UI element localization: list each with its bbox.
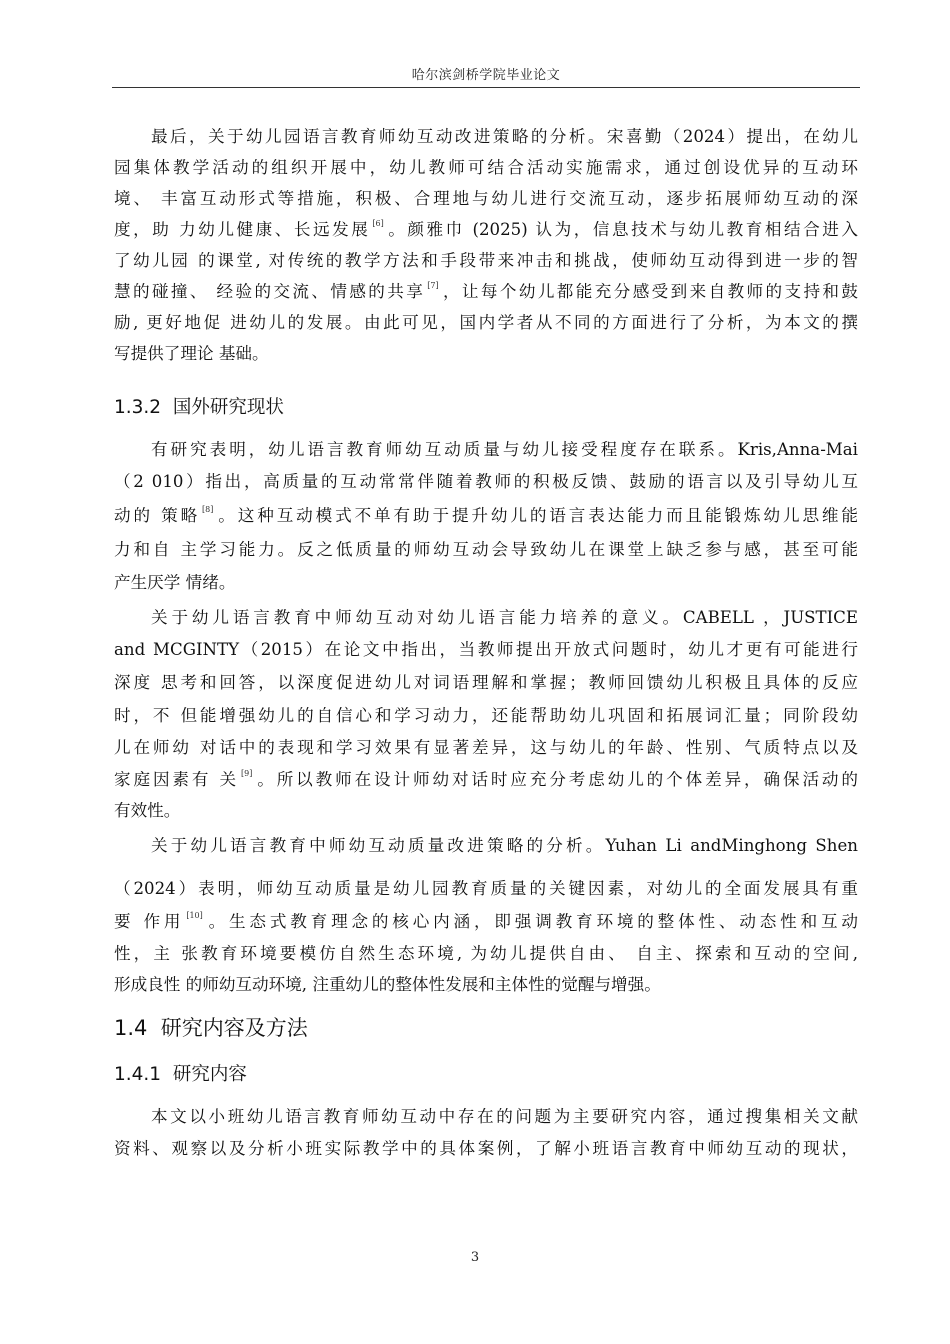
- para2-line1: 有研究表明，幼儿语言教育师幼互动质量与幼儿接受程度存在联系。Kris,Anna-Mai: [151, 440, 858, 459]
- para1-line1: 最后，关于幼儿园语言教育师幼互动改进策略的分析。宋喜勤（2024）提出，在幼儿: [151, 127, 858, 146]
- citation-8: [8]: [202, 505, 214, 514]
- para1-line6: [114, 276, 858, 307]
- para1-line7: 励, 更好地促 进幼儿的发展。由此可见，国内学者从不同的方面进行了分析，为本文的撰: [114, 313, 858, 332]
- para3-line6: [114, 764, 858, 795]
- section-heading-1-4-1: 1.4.1 研究内容: [114, 1064, 247, 1085]
- para2-line3: [114, 500, 858, 531]
- para1-line2: 园集体教学活动的组织开展中，幼儿教师可结合活动实施需求，通过创设优异的互动环: [114, 158, 858, 177]
- para1-line8: 写提供了理论 基础。: [114, 344, 269, 363]
- text-run: 。所以教师在设计师幼对话时应充分考虑幼儿的个体差异，确保活动的: [254, 770, 859, 789]
- text-run: 。生态式教育理念的核心内涵，即强调教育环境的整体性、动态性和互动: [204, 912, 858, 931]
- text-run: 。这种互动模式不单有助于提升幼儿的语言表达能力而且能锻炼幼儿思维能: [215, 506, 858, 525]
- header-rule: [112, 87, 860, 88]
- citation-6: [6]: [372, 219, 384, 228]
- text-run: 。颜雅巾 (2025) 认为，信息技术与幼儿教育相结合进入: [385, 220, 858, 239]
- text-run: 度，助 力幼儿健康、长远发展: [114, 220, 371, 239]
- para4-line1: 关于幼儿语言教育中师幼互动质量改进策略的分析。Yuhan Li andMinghong Shen: [151, 836, 858, 855]
- para5-line2: 资料、观察以及分析小班实际教学中的具体案例，了解小班语言教育中师幼互动的现状，: [114, 1139, 858, 1158]
- citation-10: [10]: [186, 911, 203, 920]
- text-run: ，让每个幼儿都能充分感受到来自教师的支持和鼓: [440, 282, 858, 301]
- para3-line5: 儿在师幼 对话中的表现和学习效果有显著差异，这与幼儿的年龄、性别、气质特点以及: [114, 738, 858, 757]
- para2-line2: （2 010）指出，高质量的互动常常伴随着教师的积极反馈、鼓励的语言以及引导幼儿互: [114, 472, 858, 491]
- para3-line3: 深度 思考和回答，以深度促进幼儿对词语理解和掌握；教师回馈幼儿积极且具体的反应: [114, 673, 858, 692]
- section-heading-1-4: 1.4 研究内容及方法: [114, 1016, 308, 1040]
- para2-line5: 产生厌学 情绪。: [114, 573, 236, 592]
- citation-9: [9]: [241, 769, 253, 778]
- para3-line7: 有效性。: [114, 801, 181, 820]
- page-number: 3: [470, 1250, 480, 1265]
- para4-line5: 形成良性 的师幼互动环境, 注重幼儿的整体性发展和主体性的觉醒与增强。: [114, 975, 661, 994]
- para4-line3: [114, 906, 858, 937]
- text-run: 动的 策略: [114, 506, 201, 525]
- page-header-title: 哈尔滨剑桥学院毕业论文: [411, 68, 561, 83]
- para1-line4: [114, 214, 858, 245]
- para4-line4: 性，主 张教育环境要模仿自然生态环境, 为幼儿提供自由、 自主、探索和互动的空间,: [114, 944, 858, 963]
- para3-line4: 时，不 但能增强幼儿的自信心和学习动力，还能帮助幼儿巩固和拓展词汇量；同阶段幼: [114, 706, 858, 725]
- text-run: 家庭因素有 关: [114, 770, 239, 789]
- para3-line2: and MCGINTY（2015）在论文中指出，当教师提出开放式问题时，幼儿才更有可能进行: [114, 640, 858, 659]
- section-heading-1-3-2: 1.3.2 国外研究现状: [114, 397, 284, 418]
- para3-line1: 关于幼儿语言教育中师幼互动对幼儿语言能力培养的意义。CABELL ，JUSTICE: [151, 608, 858, 627]
- para1-line3: 境、 丰富互动形式等措施，积极、合理地与幼儿进行交流互动，逐步拓展师幼互动的深: [114, 189, 858, 208]
- text-run: 慧的碰撞、 经验的交流、情感的共享: [114, 282, 426, 301]
- text-run: 要 作用: [114, 912, 185, 931]
- para5-line1: 本文以小班幼儿语言教育师幼互动中存在的问题为主要研究内容，通过搜集相关文献: [151, 1107, 858, 1126]
- para1-line5: 了幼儿园 的课堂, 对传统的教学方法和手段带来冲击和挑战，使师幼互动得到进一步的智: [114, 251, 858, 270]
- para2-line4: 力和自 主学习能力。反之低质量的师幼互动会导致幼儿在课堂上缺乏参与感，甚至可能: [114, 540, 858, 559]
- citation-7: [7]: [427, 281, 439, 290]
- para4-line2: （2024）表明，师幼互动质量是幼儿园教育质量的关键因素，对幼儿的全面发展具有重: [114, 879, 858, 898]
